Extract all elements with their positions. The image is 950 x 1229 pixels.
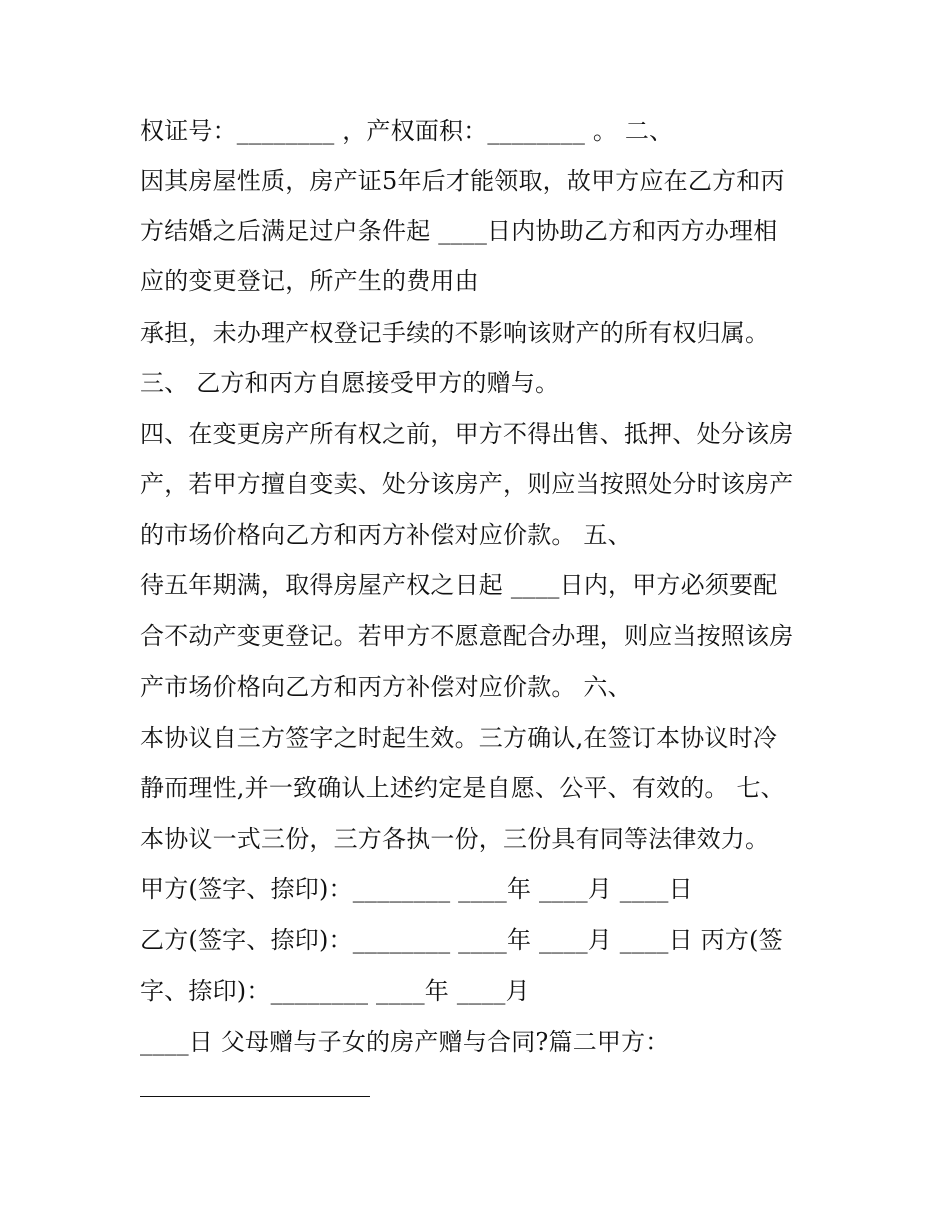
text-line-19: ____日 父母赠与子女的房产赠与合同?篇二甲方：	[140, 1028, 670, 1056]
text-line-14: 静而理性,并一致确认上述约定是自愿、公平、有效的。 七、	[140, 774, 785, 802]
text-line-10: 待五年期满，取得房屋产权之日起 ____日内，甲方必须要配	[140, 571, 778, 599]
text-line-2: 因其房屋性质，房产证5年后才能领取，故甲方应在乙方和丙	[140, 167, 785, 195]
signature-line-party-c: 字、捺印)：________ ____年 ____月	[140, 977, 530, 1005]
text-line-3: 方结婚之后满足过户条件起 ____日内协助乙方和丙方办理相	[140, 217, 778, 245]
text-line-1: 权证号：________ ，产权面积：________ 。 二、	[140, 117, 674, 145]
text-line-15: 本协议一式三份，三方各执一份，三份具有同等法律效力。	[140, 825, 770, 853]
text-line-7: 四、在变更房产所有权之前，甲方不得出售、抵押、处分该房	[140, 420, 794, 448]
text-line-5: 承担，未办理产权登记手续的不影响该财产的所有权归属。	[140, 319, 770, 347]
text-line-8: 产，若甲方擅自变卖、处分该房产，则应当按照处分时该房产	[140, 470, 794, 498]
text-line-11: 合不动产变更登记。若甲方不愿意配合办理，则应当按照该房	[140, 622, 794, 650]
blank-underline-rule	[140, 1096, 370, 1097]
signature-line-party-a: 甲方(签字、捺印)：________ ____年 ____月 ____日	[140, 875, 693, 903]
text-line-6: 三、 乙方和丙方自愿接受甲方的赠与。	[140, 369, 560, 397]
text-line-12: 产市场价格向乙方和丙方补偿对应价款。 六、	[140, 673, 632, 701]
text-line-9: 的市场价格向乙方和丙方补偿对应价款。 五、	[140, 521, 632, 549]
text-line-13: 本协议自三方签字之时起生效。三方确认,在签订本协议时冷	[140, 724, 778, 752]
signature-line-party-b: 乙方(签字、捺印)：________ ____年 ____月 ____日 丙方(签	[140, 926, 783, 954]
text-line-4: 应的变更登记，所产生的费用由	[140, 267, 479, 295]
